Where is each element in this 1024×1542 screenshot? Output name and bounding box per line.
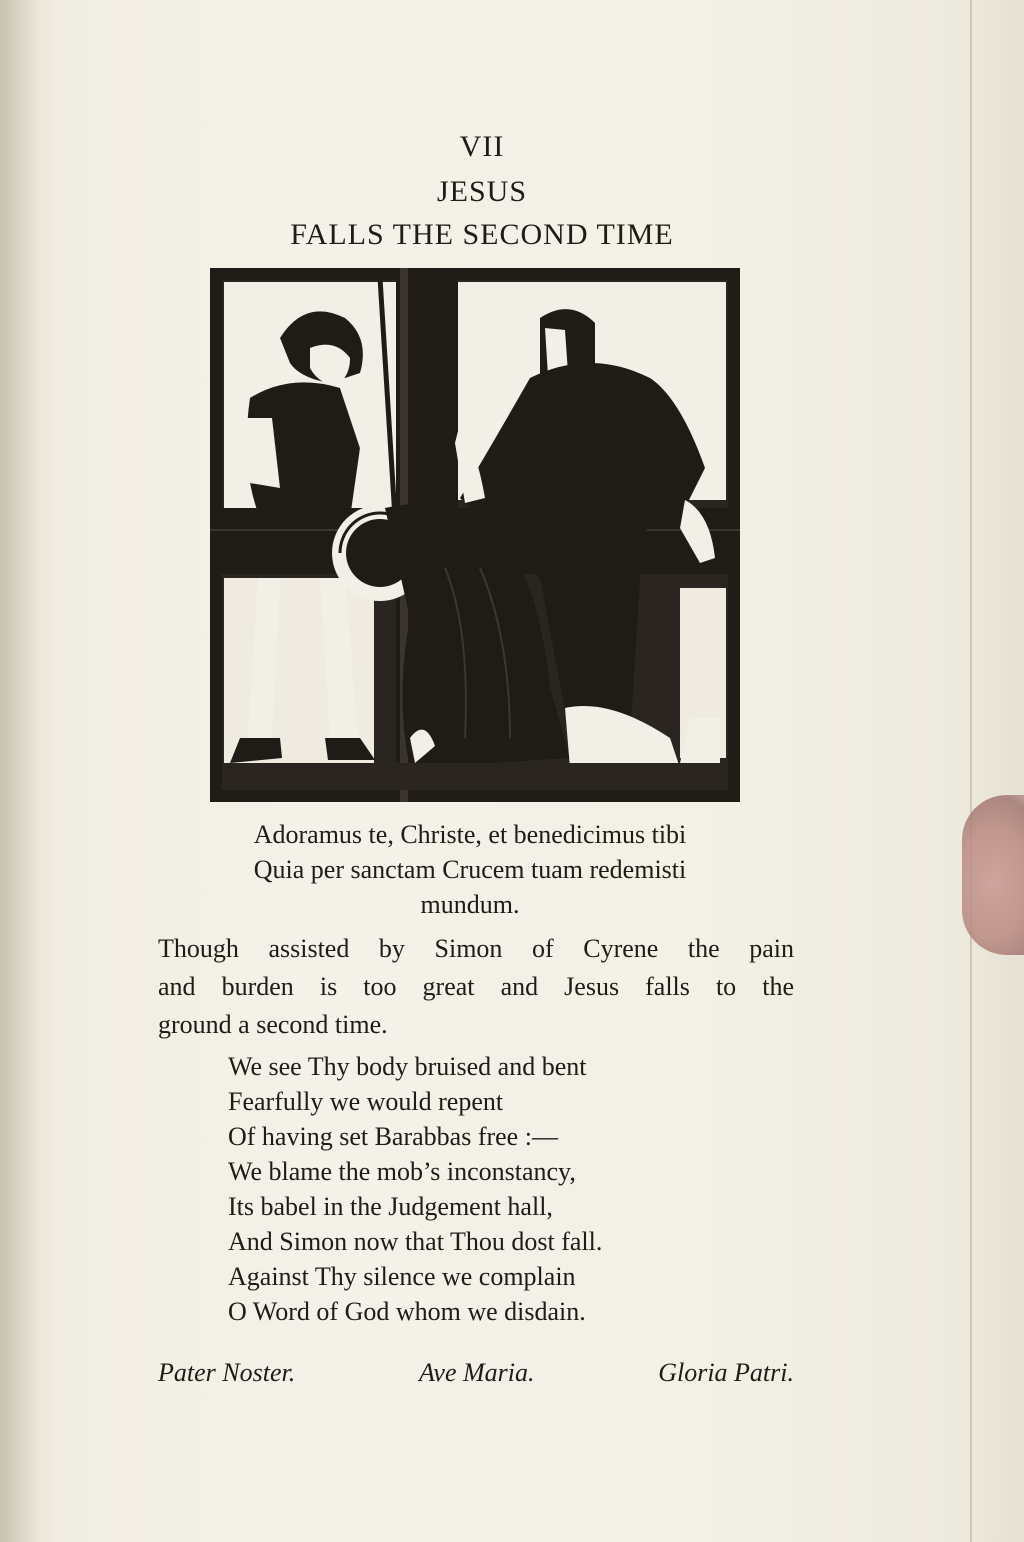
page-edge-line: [970, 0, 972, 1542]
latin-prayer-line3: mundum.: [420, 890, 520, 919]
pater-noster: Pater Noster.: [158, 1358, 296, 1387]
latin-prayer-line2: Quia per sanctam Crucem tuam redemisti: [253, 855, 687, 884]
verse-line: O Word of God whom we disdain.: [228, 1297, 586, 1326]
verse-line: We see Thy body bruised and bent: [228, 1052, 587, 1081]
verse-line: Against Thy silence we complain: [228, 1262, 576, 1291]
verse-line: Fearfully we would repent: [228, 1087, 504, 1116]
verse-line: We blame the mob’s inconstancy,: [228, 1157, 576, 1186]
station-number: VII: [459, 130, 505, 163]
prose-line2: and burden is too great and Jesus falls to the: [158, 972, 794, 1001]
closing-prayers: [158, 1358, 794, 1388]
gloria-patri: Gloria Patri.: [658, 1358, 794, 1387]
thumb-holding-page: [962, 795, 1024, 955]
station-title-line1: JESUS: [436, 175, 528, 208]
verse-line: Of having set Barabbas free :—: [228, 1122, 558, 1151]
verse-line: And Simon now that Thou dost fall.: [228, 1227, 603, 1256]
station-title-line2: FALLS THE SECOND TIME: [290, 218, 674, 251]
prose-line3: ground a second time.: [158, 1010, 388, 1039]
latin-prayer-line1: Adoramus te, Christe, et benedicimus tibi: [253, 820, 687, 849]
ave-maria: Ave Maria.: [418, 1358, 535, 1387]
verse-line: Its babel in the Judgement hall,: [228, 1192, 553, 1221]
woodcut-illustration: [210, 268, 740, 802]
prose-line1: Though assisted by Simon of Cyrene the pain: [158, 934, 794, 963]
